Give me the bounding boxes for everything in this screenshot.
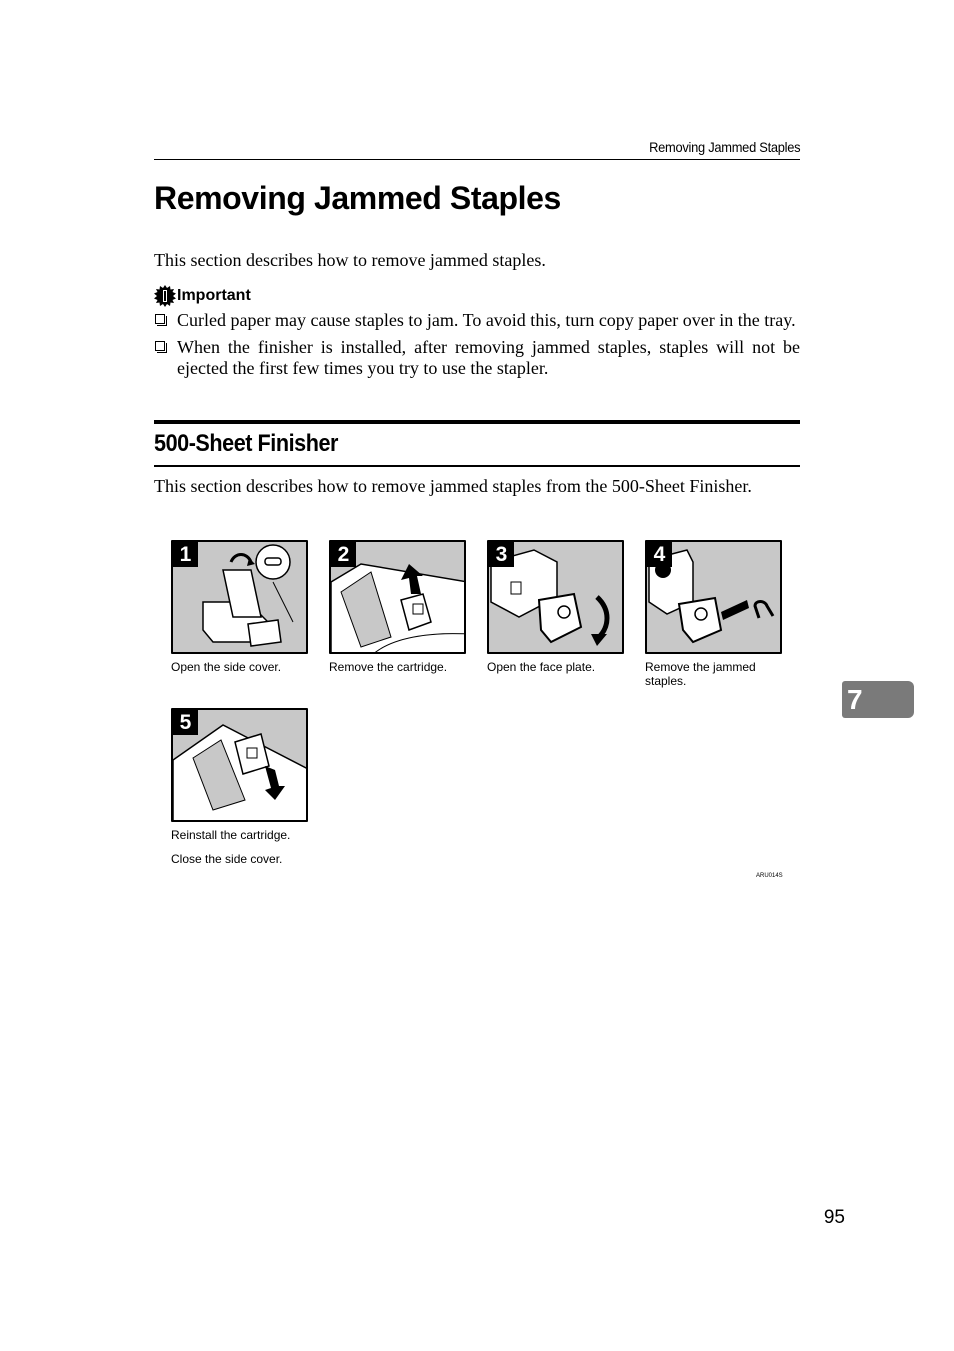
step-illustration: [487, 540, 624, 654]
section-rule-top: [154, 420, 800, 424]
important-label: Important: [177, 287, 251, 304]
step-illustration: [645, 540, 782, 654]
section-intro: This section describes how to remove jammed staples from the 500-Sheet Finisher.: [154, 476, 752, 496]
checkbox-bullet-icon: [155, 341, 165, 351]
important-heading: [154, 285, 251, 307]
section-rule-bottom: [154, 465, 800, 467]
step-illustration: [329, 540, 466, 654]
step-number: 1: [173, 542, 198, 567]
step-number: 2: [331, 542, 356, 567]
checkbox-bullet-icon: [155, 314, 165, 324]
step-5: [171, 708, 311, 866]
important-icon: [154, 285, 176, 307]
step-illustration: [171, 708, 308, 822]
note-text: Curled paper may cause staples to jam. To avoid this, turn copy paper over in the tray.: [177, 310, 796, 330]
step-caption: Open the face plate.: [487, 660, 596, 674]
section-title: 500-Sheet Finisher: [154, 430, 338, 457]
step-3: [487, 540, 627, 674]
step-caption: Remove the jammed staples.: [645, 660, 756, 688]
step-caption: Reinstall the cartridge.: [171, 828, 291, 842]
running-header: Removing Jammed Staples: [648, 139, 800, 155]
figure-code: ARU014S: [756, 873, 783, 879]
chapter-tab: 7: [842, 681, 914, 718]
step-caption: Open the side cover.: [171, 660, 282, 674]
step-number: 5: [173, 710, 198, 735]
step-number: 3: [489, 542, 514, 567]
note-text: When the finisher is installed, after removing jammed staples, staples will not be ejected the first few times you try to use the stapler.: [177, 337, 800, 378]
page-number: 95: [823, 1207, 845, 1228]
step-1: [171, 540, 311, 674]
header-rule: [154, 159, 800, 160]
step-2: [329, 540, 469, 674]
step-4: [645, 540, 785, 688]
step-illustration: [171, 540, 308, 654]
list-item: [154, 337, 800, 379]
page-intro: This section describes how to remove jammed staples.: [154, 250, 546, 270]
step-caption: Remove the cartridge.: [329, 660, 448, 674]
important-list: [154, 310, 800, 385]
page-title: Removing Jammed Staples: [154, 180, 561, 216]
list-item: [154, 310, 800, 331]
step-number: 4: [647, 542, 672, 567]
step-caption-secondary: Close the side cover.: [171, 852, 283, 866]
